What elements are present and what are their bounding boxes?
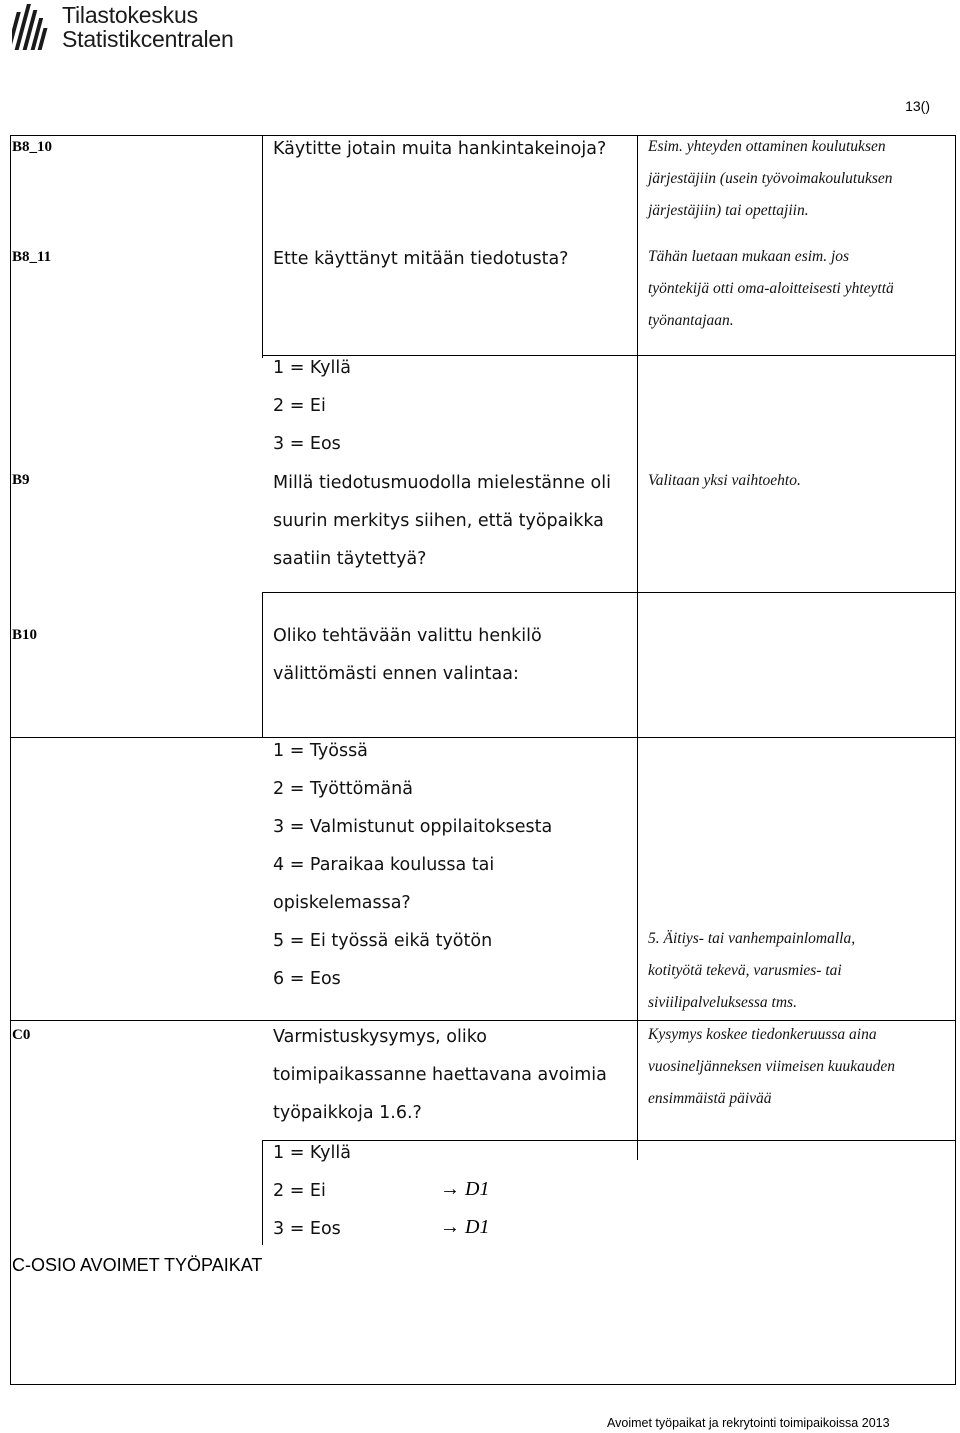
logo-text-swedish: Statistikcentralen [62,26,234,52]
answer-options-b8 [273,349,351,463]
row-code-b8-11: B8_11 [12,249,52,265]
answer-options-c0 [273,1134,351,1248]
page-number: 13() [905,98,930,114]
row-code-b9: B9 [12,472,30,488]
question-b8-11: Ette käyttänyt mitään tiedotusta? [273,249,569,269]
answer-options-b10 [273,732,552,998]
option-no: 2 = Ei [273,1181,326,1201]
question-c0: Varmistuskysymys, oliko toimipaikassanne haettavana avoimia työpaikkoja 1.6.? [273,1027,607,1123]
option-2: 2 = Työttömänä [273,779,413,799]
skip-to-d1-no: → D1 [440,1178,490,1200]
note-b8-10: Esim. yhteyden ottaminen koulutuksen järjestäjiin (usein työvoimakoulutuksen järjestäjiin) tai opettajiin. [648,138,893,219]
statistics-finland-logo-icon [12,0,56,52]
option-4-cont: opiskelemassa? [273,893,411,913]
note-b8-11: Tähän luetaan mukaan esim. jos työntekijä otti oma-aloitteisesti yhteyttä työnantajaan. [648,248,894,329]
option-4: 4 = Paraikaa koulussa tai [273,855,495,875]
logo-text-finnish: Tilastokeskus [62,2,198,28]
right-arrow-icon: → [440,1178,460,1200]
option-5: 5 = Ei työssä eikä työtön [273,931,493,951]
row-code-b10: B10 [12,627,38,643]
section-title-c: C-OSIO AVOIMET TYÖPAIKAT [12,1255,263,1275]
skip-to-d1-dont-know: → D1 [440,1216,490,1238]
option-dont-know: 3 = Eos [273,1219,341,1239]
note-b9: Valitaan yksi vaihtoehto. [648,472,801,489]
row-code-b8-10: B8_10 [12,139,53,155]
page-footer: Avoimet työpaikat ja rekrytointi toimipaikoissa 2013 [607,1416,890,1430]
question-b8-10: Käytitte jotain muita hankintakeinoja? [273,139,607,159]
option-1: 1 = Työssä [273,741,368,761]
note-c0: Kysymys koskee tiedonkeruussa aina vuosineljänneksen viimeisen kuukauden ensimmäistä päivää [648,1026,896,1107]
option-no: 2 = Ei [273,396,326,416]
question-b9: Millä tiedotusmuodolla mielestänne oli suurin merkitys siihen, että työpaikka saatiin täytettyä? [273,473,611,569]
option-yes: 1 = Kyllä [273,1143,351,1163]
option-6: 6 = Eos [273,969,341,989]
option-3: 3 = Valmistunut oppilaitoksesta [273,817,553,837]
note-b10: 5. Äitiys- tai vanhempainlomalla, kotityötä tekevä, varusmies- tai siviilipalveluksessa tms. [648,930,856,1011]
right-arrow-icon: → [440,1216,460,1238]
question-b10: Oliko tehtävään valittu henkilö välittömästi ennen valintaa: [273,626,542,684]
row-code-c0: C0 [12,1027,31,1043]
option-yes: 1 = Kyllä [273,358,351,378]
option-dont-know: 3 = Eos [273,434,341,454]
